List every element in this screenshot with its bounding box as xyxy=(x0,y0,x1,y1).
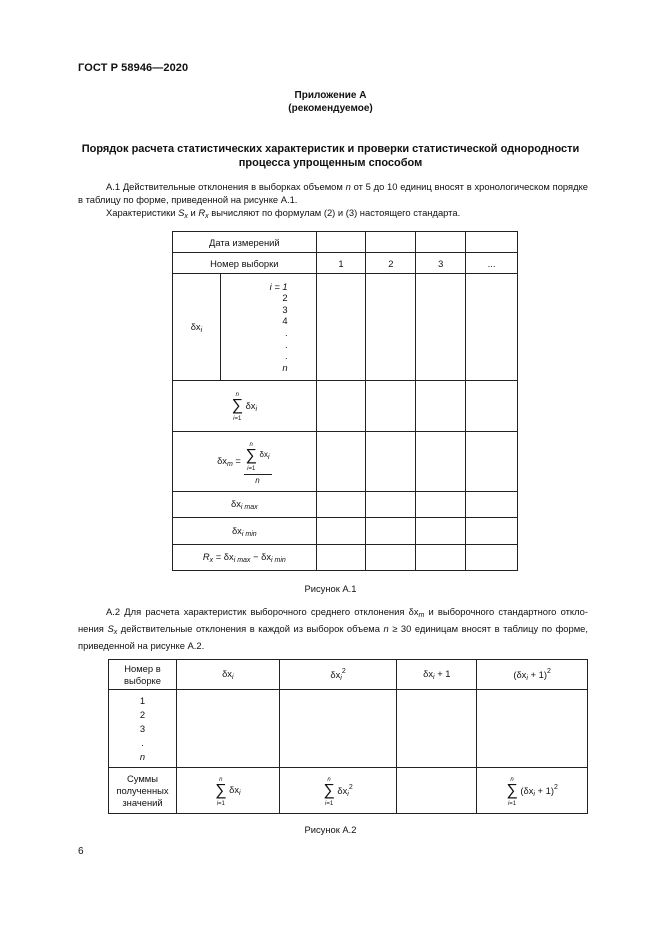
header-number: Номер в выборке xyxy=(109,660,177,690)
appendix-title: Приложение А xyxy=(294,90,367,101)
paragraph-a1: А.1 Действительные отклонения в выборках объемом n от 5 до 10 единиц вносят в хронологическом порядке в таблицу по форме, приведенной на рисунке А.1. xyxy=(78,181,588,205)
min-label: $\delta x_{i min}$ xyxy=(173,518,317,545)
document-header: ГОСТ Р 58946—2020 xyxy=(78,62,189,74)
col-number: 1 xyxy=(316,253,366,274)
col-number: ... xyxy=(466,253,518,274)
page-number: 6 xyxy=(78,846,84,857)
i-values: i = 1 2 3 4 . . . n xyxy=(220,274,316,381)
sums-label: Суммы полученных значений xyxy=(109,768,177,814)
sum-formula: n ∑ i=1 $\delta x_i$ xyxy=(173,381,317,432)
figure-a2-table xyxy=(108,659,588,814)
section-title-line1: Порядок расчета статистических характеристик и проверки статистической однородности xyxy=(81,143,580,155)
header-dx-plus-one-squared: $(\delta x_i + 1)^2$ xyxy=(477,660,588,690)
sum-dx: n ∑ i=1 $\delta x_i$ xyxy=(176,768,279,814)
dx-label: $\delta x_i$ xyxy=(173,274,221,381)
section-title-line2: процесса упрощенным способом xyxy=(238,157,423,169)
row-sample-label: Номер выборки xyxy=(173,253,317,274)
header-dx-plus-one: $\delta x_i + 1$ xyxy=(397,660,477,690)
row-numbers: 1 2 3 . n xyxy=(109,690,177,768)
col-number: 2 xyxy=(366,253,416,274)
paragraph-a2: А.2 Для расчета характеристик выборочного среднего отклонения $\delta x_m$ и выборочного стандартного откло-нения $S_x$ действительные отклонения в каждой из выборок объема n ≥ 30 единицам вносят в таблицу по форме, приведенной на рисунке А.2. xyxy=(78,606,588,651)
header-dx-squared: $\delta x_i^2$ xyxy=(279,660,397,690)
appendix-status: (рекомендуемое) xyxy=(288,103,373,114)
sum-dx-squared: n ∑ i=1 $\delta x_i^2$ xyxy=(279,768,397,814)
figure-a2-caption: Рисунок А.2 xyxy=(304,824,357,835)
header-dx: $\delta x_i$ xyxy=(176,660,279,690)
figure-a1-caption: Рисунок А.1 xyxy=(304,583,357,594)
mean-formula: $\delta x_m$ = n ∑ i=1 δxi n xyxy=(173,432,317,492)
col-number: 3 xyxy=(416,253,466,274)
sum-dx-plus-one-squared: n ∑ i=1 $(\delta x_i + 1)^2$ xyxy=(477,768,588,814)
max-label: $\delta x_{i max}$ xyxy=(173,492,317,518)
paragraph-a1-line2: Характеристики $S_x$ и $R_x$ вычисляют по формулам (2) и (3) настоящего стандарта. xyxy=(106,207,461,220)
row-date-label: Дата измерений xyxy=(173,232,317,253)
range-formula: $R_x = \delta x_{i max} - \delta x_{i min}$ xyxy=(173,545,317,571)
figure-a1-table xyxy=(172,231,518,571)
